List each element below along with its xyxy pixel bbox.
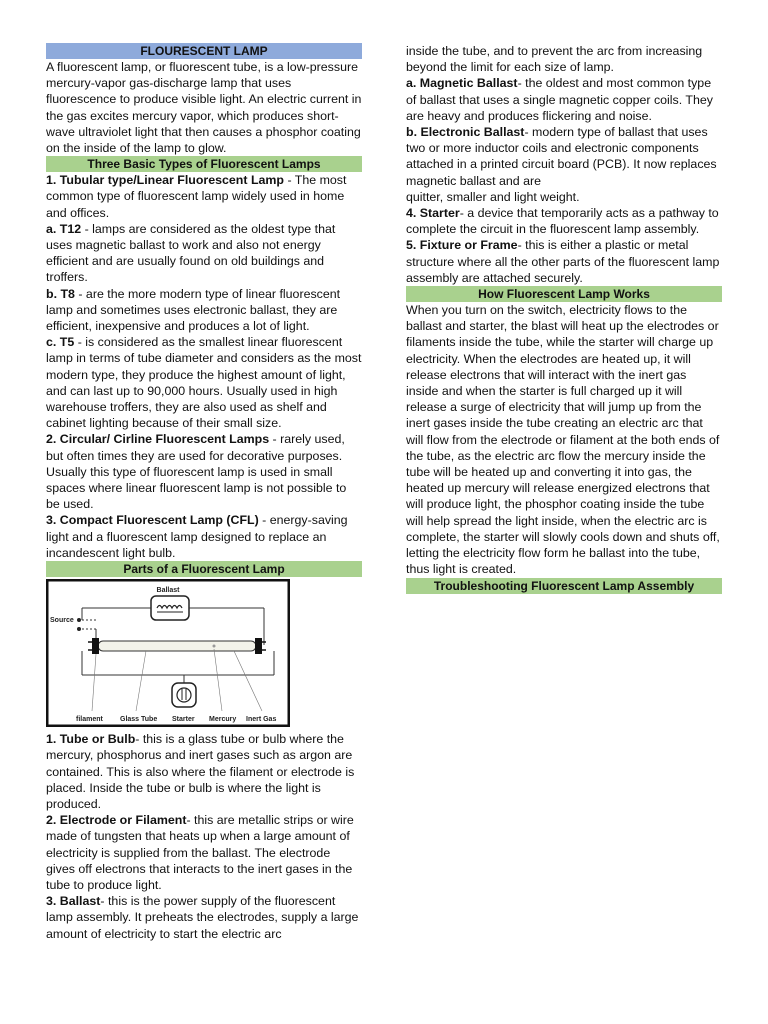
part3-paragraph [46,893,362,942]
part5-title: 5. Fixture or Frame [406,238,518,253]
type3-text: - energy-saving light and a fluorescent lamp designed to replace an incandescent light bulb. [46,513,348,560]
intro-paragraph: A fluorescent lamp, or fluorescent tube, is a low-pressure mercury-vapor gas-discharge lamp that uses fluorescence to produce visible light. An electric current in the gas excites mercury vapor, which produces short-wave ultraviolet light that then causes a phosphor coating on the inside of the lamp to glow. [46,60,362,156]
starter-bulb [177,688,191,702]
ballast-box [151,596,189,620]
type2-paragraph [46,431,362,512]
parts-section-header: Parts of a Fluorescent Lamp [46,561,362,577]
t8-text: - are the more modern type of linear fluorescent lamp and sometimes uses electronic ballast, they are efficient, inexpensive and produces a lot of light. [46,286,341,334]
magnetic-ballast-text: - the oldest and most common type of ballast that uses a single magnetic copper coils. They are heavy and produces flickering and noise. [406,76,713,123]
works-paragraph: When you turn on the switch, electricity flows to the ballast and starter, the blast will heat up the electrodes or filaments inside the tube, while the starter will charge up electricity. When the electrodes are heated up, it will release electrons that will interact with the inert gas inside and when the starter is full charged up it will release a surge of electricity that will jump up from the inert gases inside the tube creating an electric arc that will flow from the electrode or filament at the both ends of the tube, as the electric arc flow the mercury inside the tube will be heated up and converting it into gas, the heated up mercury will release energized electrons that will produce light, the phosphor coating inside the tube will help spread the light inside, when the electric arc is complete, the starter will slowly cools down and shuts off, letting the electricity flow form he ballast into the tube, thus light is created. [406,303,720,577]
part4-text: - a device that temporarily acts as a pathway to complete the circuit in the fluorescent lamp assembly. [406,206,719,237]
electronic-ballast-title: b. Electronic Ballast [406,125,525,140]
electronic-ballast-text: - modern type of ballast that uses two or more inductor coils and electronic components attached in a printed circuit board (PCB). It now replaces magnetic ballast and are [406,125,717,188]
part5-paragraph [406,237,722,286]
type1-paragraph [46,172,362,221]
part2-paragraph [46,812,362,893]
left-end-cap [92,638,99,654]
filament-label: filament [76,716,103,724]
t8-paragraph [46,286,362,335]
type2-title: 2. Circular/ Cirline Fluorescent Lamps [46,432,270,447]
t5-text: - is considered as the smallest linear fluorescent lamp in terms of tube diameter and considers as the most modern type, they produce the highest amount of light, and can last up to 90,000 hours. Usually used in high warehouse troffers, they are also used as shelf and cabinet lighting because of their small size. [46,335,362,431]
t12-text: - lamps are considered as the oldest type that uses magnetic ballast to work and also not energy efficient and are usually found on old buildings and troffers. [46,221,336,285]
part3-title: 3. Ballast [46,894,101,909]
types-section-header: Three Basic Types of Fluorescent Lamps [46,156,362,172]
inert-gas-label: Inert Gas [246,716,277,724]
t5-title: c. T5 [46,335,75,350]
source-label: Source [50,617,74,625]
type3-paragraph [46,512,362,561]
right-column [406,43,722,594]
part1-paragraph [46,731,362,796]
electronic-ballast-paragraph [406,124,722,189]
glass-tube [98,641,256,651]
magnetic-ballast-title: a. Magnetic Ballast [406,76,518,91]
type3-title: 3. Compact Fluorescent Lamp (CFL) [46,513,259,528]
part3-text: - this is the power supply of the fluorescent lamp assembly. It preheats the electrodes, supply a large amount of electricity to start the electric arc [46,894,359,941]
part1-continuation: produced. [46,796,102,811]
t5-paragraph [46,334,362,431]
part2-text: - this are metallic strips or wire made of tungsten that heats up when a large amount of electricity is supplied from the ballast. The electrode gives off electrons that interacts to the inert gases in the tube to produce light. [46,813,354,892]
type2-text: - rarely used, but often times they are used for decorative purposes. Usually this type of fluorescent lamp is used in small spaces where linear fluorescent lamp is not possible to be used. [46,432,347,512]
part2-title: 2. Electrode or Filament [46,813,187,828]
t8-title: b. T8 [46,286,75,301]
mercury-drop [213,645,216,648]
left-column [46,43,362,942]
t12-paragraph [46,221,362,286]
part4-paragraph [406,205,722,237]
source-terminal-top [77,618,81,622]
part1-title: 1. Tube or Bulb [46,732,136,747]
works-section-header: How Fluorescent Lamp Works [406,286,722,302]
source-terminal-bottom [77,627,81,631]
type1-text: - The most common type of fluorescent lamp widely used in home and offices. [46,173,347,220]
type1-title: 1. Tubular type/Linear Fluorescent Lamp [46,173,284,188]
part1-text: - this is a glass tube or bulb where the mercury, phosphorus and inert gases such as argon are contained. This is also where the filament or electrode is placed. Inside the tube or bulb is where the light is [46,732,355,795]
part4-title: 4. Starter [406,206,460,221]
right-end-cap [255,638,262,654]
ballast-label: Ballast [156,587,180,595]
troubleshooting-section-header: Troubleshooting Fluorescent Lamp Assembly [406,578,722,594]
mercury-label: Mercury [209,716,237,724]
t12-title: a. T12 [46,221,82,236]
document-title: FLOURESCENT LAMP [46,43,362,59]
electronic-ballast-continuation: quitter, smaller and light weight. [406,189,580,204]
starter-label: Starter [172,716,195,724]
magnetic-ballast-paragraph [406,75,722,124]
ballast-continuation: inside the tube, and to prevent the arc from increasing beyond the limit for each size of lamp. [406,44,703,75]
part5-text: - this is either a plastic or metal structure where all the other parts of the fluorescent lamp assembly are attached securely. [406,238,720,285]
glass-tube-label: Glass Tube [120,716,158,724]
fluorescent-lamp-diagram [46,579,290,727]
